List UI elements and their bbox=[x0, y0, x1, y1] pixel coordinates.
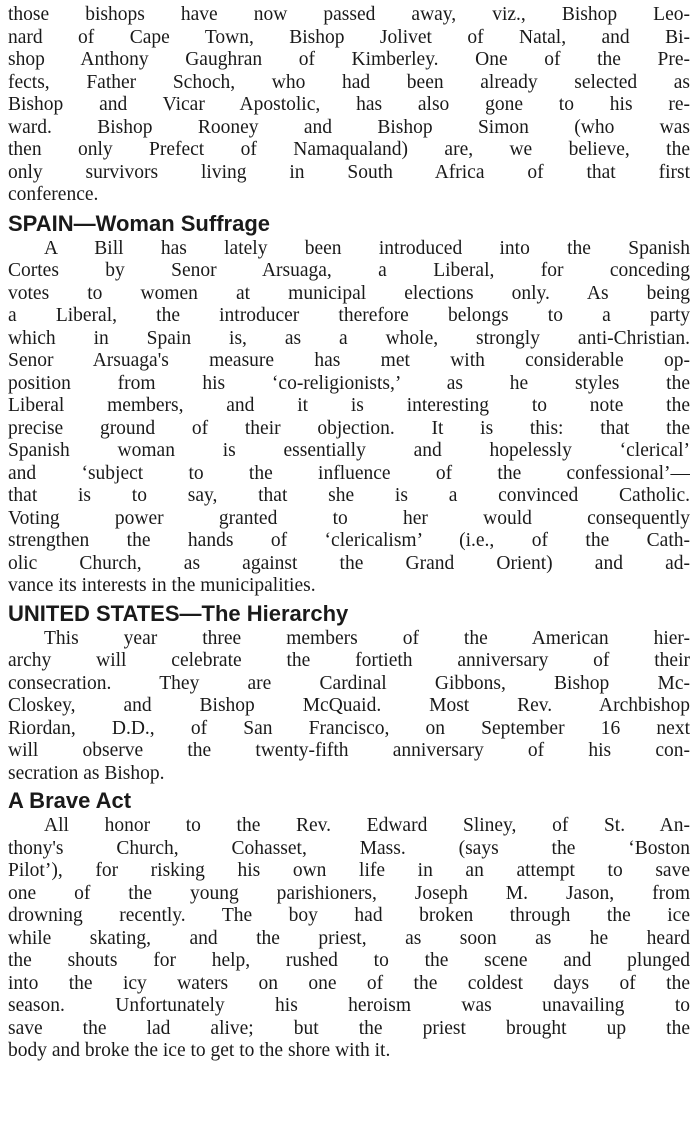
text-line: conference. bbox=[8, 184, 99, 205]
text-line: olic Church, as against the Grand Orient) and ad- bbox=[8, 552, 690, 574]
text-line: those bishops have now passed away, viz., Bishop Leo- bbox=[8, 4, 690, 25]
text-line: nard of Cape Town, Bishop Jolivet of Natal, and Bi- bbox=[8, 26, 690, 48]
text-line: consecration. They are Cardinal Gibbons, Bishop Mc- bbox=[8, 672, 690, 694]
text-line: Spanish woman is essentially and hopelessly ‘clerical’ bbox=[8, 440, 690, 461]
text-line: shop Anthony Gaughran of Kimberley. One of the Pre- bbox=[8, 49, 690, 70]
text-line: strengthen the hands of ‘clericalism’ (i.e., of the Cath- bbox=[8, 530, 690, 551]
text-line: Closkey, and Bishop McQuaid. Most Rev. Archbishop bbox=[8, 695, 690, 716]
text-line: secration as Bishop. bbox=[8, 762, 165, 784]
text-line: drowning recently. The boy had broken through the ice bbox=[8, 905, 690, 926]
text-line: A Bill has lately been introduced into the Spanish bbox=[44, 237, 690, 259]
text-line: body and broke the ice to get to the shore with it. bbox=[8, 1040, 391, 1061]
text-line: Cortes by Senor Arsuaga, a Liberal, for conceding bbox=[8, 260, 690, 281]
text-line: All honor to the Rev. Edward Sliney, of St. An- bbox=[44, 815, 690, 836]
text-line: one of the young parishioners, Joseph M. Jason, from bbox=[8, 882, 690, 904]
text-line: Bishop and Vicar Apostolic, has also gone to his re- bbox=[8, 94, 690, 115]
text-line: season. Unfortunately his heroism was unavailing to bbox=[8, 995, 690, 1016]
text-line: will observe the twenty-fifth anniversary of his con- bbox=[8, 740, 690, 761]
section-heading-spain: SPAIN—Woman Suffrage bbox=[8, 210, 270, 236]
text-line: vance its interests in the municipalities. bbox=[8, 575, 316, 596]
section-heading-united-states: UNITED STATES—The Hierarchy bbox=[8, 600, 349, 626]
text-line: a Liberal, the introducer therefore belongs to a party bbox=[8, 305, 690, 326]
text-line: precise ground of their objection. It is this: that the bbox=[8, 417, 690, 439]
text-line: Liberal members, and it is interesting to note the bbox=[8, 395, 690, 416]
text-line: then only Prefect of Namaqualand) are, we believe, the bbox=[8, 139, 690, 160]
text-line: Senor Arsuaga's measure has met with considerable op- bbox=[8, 350, 690, 371]
section-body-spain bbox=[8, 238, 690, 598]
text-line: Riordan, D.D., of San Francisco, on September 16 next bbox=[8, 717, 690, 739]
text-line: into the icy waters on one of the coldest days of the bbox=[8, 972, 690, 994]
text-line: thony's Church, Cohasset, Mass. (says the ‘Boston bbox=[8, 837, 690, 859]
text-line: save the lad alive; but the priest brought up the bbox=[8, 1017, 690, 1039]
section-heading-brave-act: A Brave Act bbox=[8, 788, 132, 813]
text-line: Pilot’), for risking his own life in an attempt to save bbox=[8, 860, 690, 881]
text-line: that is to say, that she is a convinced Catholic. bbox=[8, 485, 690, 506]
text-line: while skating, and the priest, as soon as he heard bbox=[8, 927, 690, 949]
text-line: Voting power granted to her would consequently bbox=[8, 507, 690, 529]
text-line: only survivors living in South Africa of that first bbox=[8, 161, 690, 183]
text-line: position from his ‘co-religionists,’ as he styles the bbox=[8, 372, 690, 394]
text-line: which in Spain is, as a whole, strongly anti-Christian. bbox=[8, 327, 690, 349]
text-line: and ‘subject to the influence of the confessional’— bbox=[8, 462, 690, 484]
intro-paragraph bbox=[8, 4, 690, 207]
section-body-brave-act bbox=[8, 815, 690, 1063]
text-line: the shouts for help, rushed to the scene and plunged bbox=[8, 950, 690, 971]
section-body-united-states bbox=[8, 628, 690, 786]
text-line: votes to women at municipal elections only. As being bbox=[8, 282, 690, 304]
text-line: archy will celebrate the fortieth anniversary of their bbox=[8, 650, 690, 671]
text-line: fects, Father Schoch, who had been already selected as bbox=[8, 71, 690, 93]
text-line: ward. Bishop Rooney and Bishop Simon (who was bbox=[8, 116, 690, 138]
text-line: This year three members of the American hier- bbox=[44, 627, 690, 649]
